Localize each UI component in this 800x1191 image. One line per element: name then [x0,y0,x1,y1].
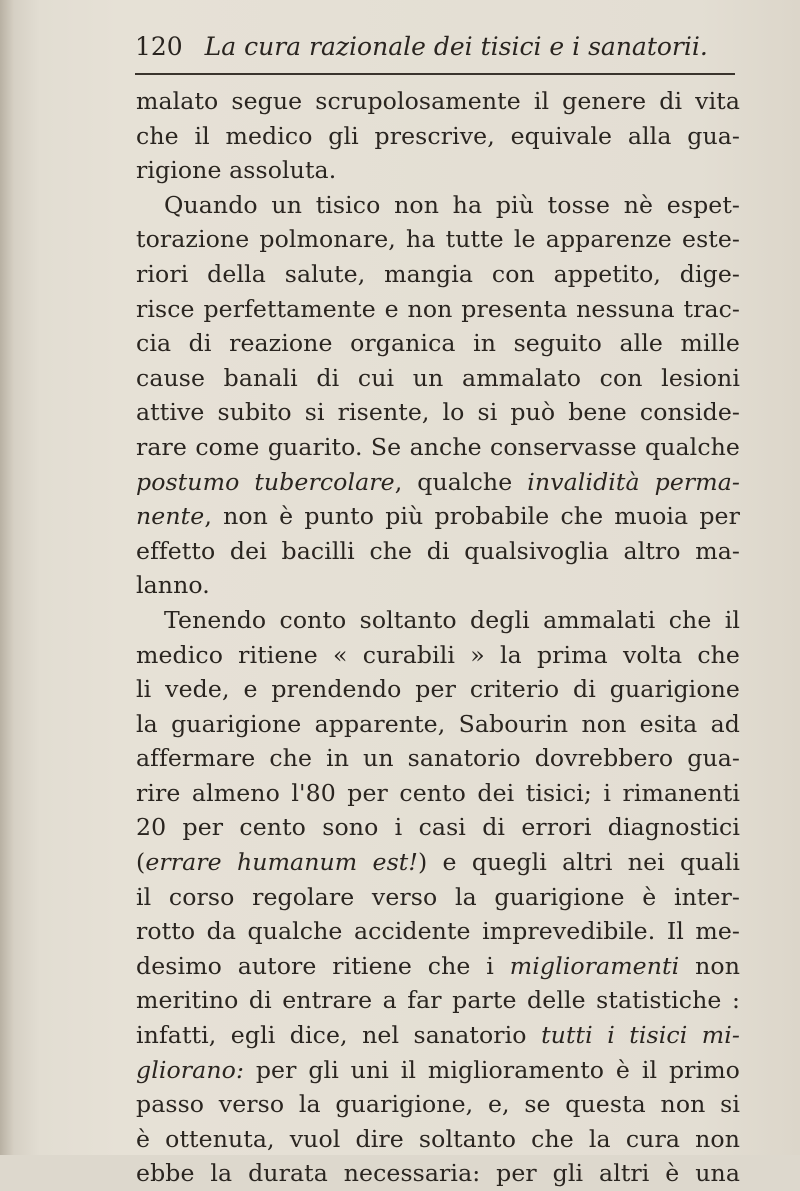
text-segment: non [679,951,740,980]
text-segment: desimo autore ritiene che i [136,951,510,980]
text-line [136,326,740,361]
text-segment: rigione assoluta. [136,156,337,185]
text-segment: medico ritiene « curabili » la prima volta che [136,640,740,669]
text-segment: rotto da qualche accidente imprevedibile. Il me- [136,917,740,946]
text-line [136,534,740,569]
text-line [136,672,740,707]
text-segment: , qualche [394,467,528,496]
text-line [136,153,740,188]
text-line [136,638,740,673]
text-line [136,1053,740,1088]
text-segment: riori della salute, mangia con appetito, dige- [136,259,740,288]
text-segment: passo verso la guarigione, e, se questa non si [136,1090,740,1119]
text-segment: Quando un tisico non ha più tosse nè espet- [164,190,740,219]
running-title: La cura razionale dei tisici e i sanatorii. [204,32,708,61]
text-line [136,257,740,292]
text-segment: la guarigione apparente, Sabourin non esita ad [136,709,740,738]
text-line [136,810,740,845]
text-line [136,880,740,915]
text-segment: attive subito si risente, lo si può bene conside- [136,398,740,427]
text-line [136,603,740,638]
italic-text: postumo tubercolare [136,467,395,496]
text-line [136,1122,740,1157]
text-line [136,188,740,223]
text-line [136,1156,740,1191]
text-segment: ) e quegli altri nei quali [417,848,740,877]
text-segment: è ottenuta, vuol dire soltanto che la cura non [136,1124,740,1153]
text-segment: ebbe la durata necessaria: per gli altri è una [136,1159,740,1188]
text-segment: risce perfettamente e non presenta nessuna trac- [136,294,740,323]
text-line [136,119,740,154]
text-segment: ( [136,848,146,877]
text-line [136,707,740,742]
text-line [136,465,740,500]
text-line [136,361,740,396]
text-line [136,395,740,430]
italic-text: errare humanum est! [145,848,418,877]
text-line [136,84,740,119]
text-line [136,741,740,776]
italic-text: gliorano: [136,1055,244,1084]
italic-text: tutti i tisici mi- [541,1021,740,1050]
text-line [136,1018,740,1053]
text-segment: il corso regolare verso la guarigione è inter- [136,882,740,911]
header-rule [135,73,735,75]
text-segment: rare come guarito. Se anche conservasse qualche [136,432,740,461]
page-number: 120 [135,32,183,61]
text-segment: effetto dei bacilli che di qualsivoglia altro ma- [136,536,740,565]
body-text [136,84,740,1191]
text-segment: che il medico gli prescrive, equivale alla gua- [136,121,740,150]
text-segment: , non è punto più probabile che muoia per [204,502,740,531]
text-line [136,1087,740,1122]
italic-text: miglioramenti [509,951,680,980]
page-gutter-shadow [0,0,14,1155]
text-segment: rire almeno l'80 per cento dei tisici; i rimanenti [136,778,740,807]
text-segment: lanno. [136,571,210,600]
text-line [136,845,740,880]
text-segment: meritino di entrare a far parte delle statistiche : [136,986,740,1015]
text-line [136,222,740,257]
text-line [136,949,740,984]
text-line [136,430,740,465]
italic-text: invalidità perma- [527,467,740,496]
text-segment: malato segue scrupolosamente il genere di vita [136,87,740,115]
italic-text: nente [136,502,205,531]
text-segment: per gli uni il miglioramento è il primo [244,1055,740,1084]
text-line [136,914,740,949]
running-header [135,32,735,70]
text-line [136,568,740,603]
text-line [136,292,740,327]
text-segment: infatti, egli dice, nel sanatorio [136,1021,542,1050]
text-segment: 20 per cento sono i casi di errori diagnostici [136,813,740,842]
text-segment: cia di reazione organica in seguito alle mille [136,329,740,358]
text-segment: affermare che in un sanatorio dovrebbero gua- [136,744,740,773]
text-line [136,776,740,811]
text-line [136,499,740,534]
text-segment: Tenendo conto soltanto degli ammalati che il [164,605,740,634]
text-segment: cause banali di cui un ammalato con lesioni [136,363,740,392]
text-line [136,983,740,1018]
text-segment: li vede, e prendendo per criterio di guarigione [136,675,740,704]
text-segment: torazione polmonare, ha tutte le apparenze este- [136,225,740,254]
